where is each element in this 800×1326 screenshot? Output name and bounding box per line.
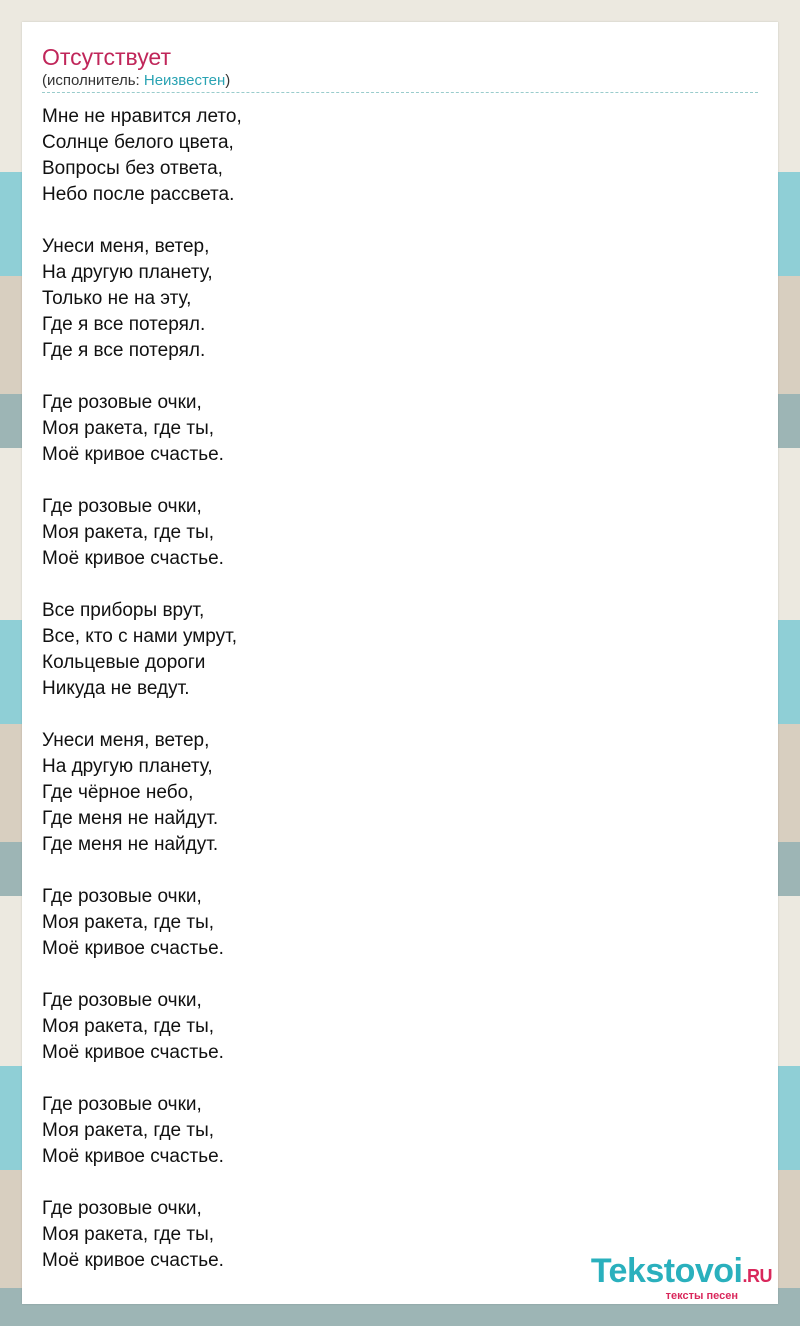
lyric-line: Солнце белого цвета,	[42, 132, 234, 153]
lyric-line: Моё кривое счастье.	[42, 548, 224, 569]
lyric-line: Где розовые очки,	[42, 392, 202, 413]
lyric-line: Где розовые очки,	[42, 1094, 202, 1115]
lyrics-stanza	[42, 104, 742, 208]
dashed-divider	[42, 92, 758, 93]
lyrics-card	[22, 22, 778, 1304]
lyric-line: Моё кривое счастье.	[42, 938, 224, 959]
lyric-line: Моё кривое счастье.	[42, 1042, 224, 1063]
song-title: Отсутствует	[42, 44, 171, 70]
lyric-line: Моё кривое счастье.	[42, 1250, 224, 1271]
lyric-line: Моя ракета, где ты,	[42, 912, 215, 933]
lyrics-stanza	[42, 390, 742, 468]
lyric-line: Где чёрное небо,	[42, 782, 194, 803]
lyric-line: Только не на эту,	[42, 288, 192, 309]
lyrics-stanza	[42, 1092, 742, 1170]
lyric-line: Моё кривое счастье.	[42, 1146, 224, 1167]
artist-suffix: )	[225, 72, 231, 89]
lyric-line: Моя ракета, где ты,	[42, 1120, 215, 1141]
lyrics-stanza	[42, 728, 742, 858]
lyric-line: Моя ракета, где ты,	[42, 522, 215, 543]
lyric-line: Мне не нравится лето,	[42, 106, 242, 127]
logo-tagline: тексты песен	[665, 1290, 738, 1302]
lyric-line: Вопросы без ответа,	[42, 158, 223, 179]
lyric-line: Все приборы врут,	[42, 600, 205, 621]
logo-tld: .RU	[742, 1266, 772, 1286]
lyric-line: Где я все потерял.	[42, 340, 206, 361]
lyric-line: Унеси меня, ветер,	[42, 730, 210, 751]
lyric-line: Где розовые очки,	[42, 990, 202, 1011]
lyric-line: Где розовые очки,	[42, 1198, 202, 1219]
lyric-line: Где меня не найдут.	[42, 834, 219, 855]
logo-name: Tekstovoi	[590, 1252, 743, 1290]
lyrics-stanza	[42, 598, 742, 702]
lyric-line: Кольцевые дороги	[42, 652, 206, 673]
lyrics-stanza	[42, 234, 742, 364]
lyric-line: Никуда не ведут.	[42, 678, 190, 699]
artist-link[interactable]: Неизвестен	[143, 72, 226, 89]
lyrics-stanza	[42, 494, 742, 572]
logo-wordmark	[591, 1253, 772, 1294]
lyric-line: Моё кривое счастье.	[42, 444, 224, 465]
lyric-line: Моя ракета, где ты,	[42, 418, 215, 439]
lyrics-text	[42, 104, 742, 1300]
lyric-line: Моя ракета, где ты,	[42, 1016, 215, 1037]
lyric-line: Унеси меня, ветер,	[42, 236, 210, 257]
artist-prefix: (исполнитель:	[42, 72, 144, 89]
lyric-line: Все, кто с нами умрут,	[42, 626, 238, 647]
lyric-line: На другую планету,	[42, 262, 213, 283]
lyric-line: Где розовые очки,	[42, 886, 202, 907]
lyrics-stanza	[42, 988, 742, 1066]
site-logo[interactable]	[591, 1253, 772, 1302]
lyric-line: Где меня не найдут.	[42, 808, 219, 829]
lyric-line: Моя ракета, где ты,	[42, 1224, 215, 1245]
lyric-line: Небо после рассвета.	[42, 184, 235, 205]
lyric-line: Где розовые очки,	[42, 496, 202, 517]
lyric-line: На другую планету,	[42, 756, 213, 777]
lyric-line: Где я все потерял.	[42, 314, 206, 335]
artist-line	[42, 71, 230, 91]
lyrics-stanza	[42, 884, 742, 962]
